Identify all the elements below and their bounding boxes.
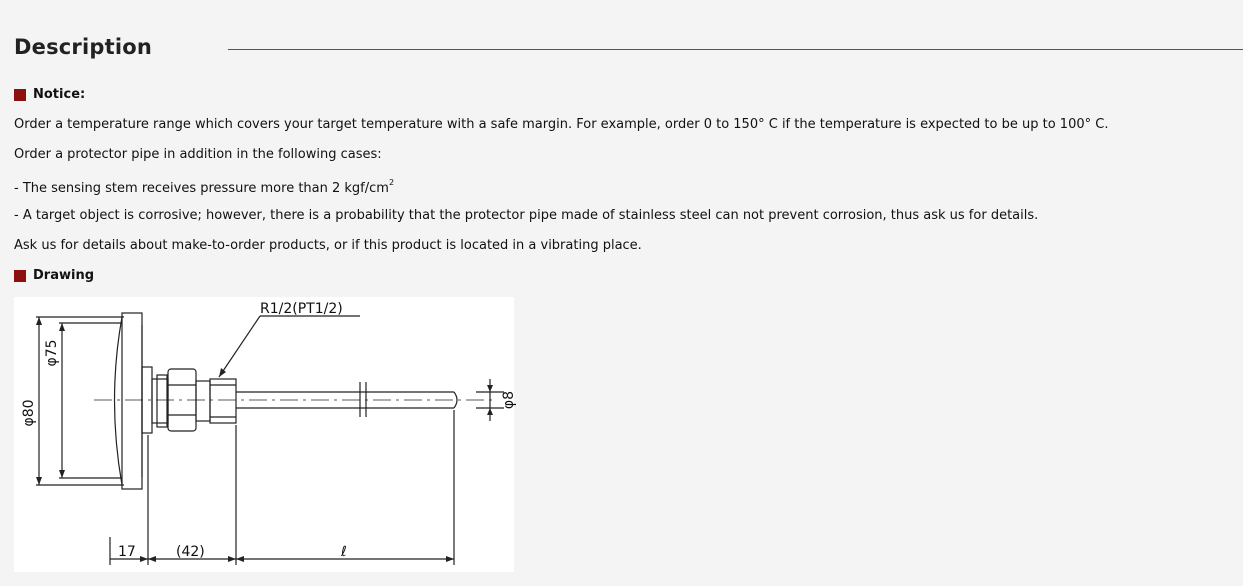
notice-ask-details: Ask us for details about make-to-order products, or if this product is located in a vibrating place.	[14, 238, 642, 253]
section-title: Description	[14, 35, 153, 59]
drawing-label: Drawing	[33, 268, 95, 283]
thread-label: R1/2(PT1/2)	[260, 301, 343, 317]
notice-case-corrosive: - A target object is corrosive; however, there is a probability that the protector pipe made of stainless steel can not prevent corrosion, thus ask us for details.	[14, 208, 1039, 223]
bullet-square-icon	[14, 89, 26, 101]
heading-divider	[228, 49, 1243, 50]
dim-42-label: (42)	[176, 544, 205, 560]
notice-range-text: Order a temperature range which covers your target temperature with a safe margin. For example, order 0 to 150° C if the temperature is expected to be up to 100° C.	[14, 117, 1109, 132]
dim-l-label: ℓ	[341, 544, 347, 560]
case-pressure-superscript: 2	[388, 178, 395, 187]
notice-case-pressure	[14, 178, 394, 196]
dim-17-label: 17	[118, 544, 136, 560]
case-pressure-text: - The sensing stem receives pressure more than 2 kgf/cm	[14, 181, 389, 196]
notice-protector-intro: Order a protector pipe in addition in the following cases:	[14, 147, 382, 162]
drawing-svg	[14, 297, 517, 572]
stem-dia-label: φ8	[501, 390, 517, 410]
technical-drawing	[14, 297, 517, 572]
notice-label: Notice:	[33, 87, 86, 102]
drawing-heading	[14, 268, 94, 283]
notice-heading	[14, 87, 85, 102]
bullet-square-icon	[14, 270, 26, 282]
inner-dia-label: φ75	[44, 339, 60, 367]
outer-dia-label: φ80	[21, 399, 37, 427]
